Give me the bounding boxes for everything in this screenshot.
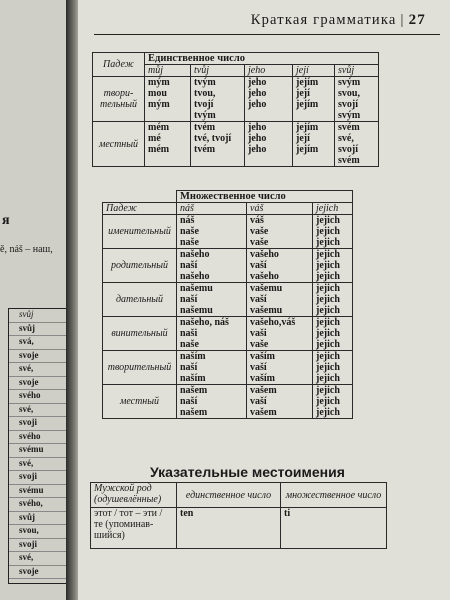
- gender-header: Мужской род (одушевлённые): [91, 483, 177, 508]
- number-header: Множественное число: [177, 191, 353, 203]
- table-row: [93, 77, 379, 122]
- left-page-fragment: [0, 0, 72, 600]
- table-cell: našem naší našem: [177, 385, 247, 419]
- table-cell: vaším vaší vaším: [247, 351, 313, 385]
- case-label: творительный: [103, 351, 177, 385]
- column-header: svůj: [335, 65, 379, 77]
- left-word: svého,: [9, 498, 69, 512]
- left-word: svoje: [9, 377, 69, 391]
- table-cell: váš vaše vaše: [247, 215, 313, 249]
- table-cell: jejím její jejím: [293, 122, 335, 167]
- table-cell: svým svou, svojí svým: [335, 77, 379, 122]
- left-word: svoji: [9, 417, 69, 431]
- left-word: svou,: [9, 525, 69, 539]
- singular-table: [92, 52, 379, 167]
- table-cell: našemu naší našemu: [177, 283, 247, 317]
- table-row: [103, 317, 353, 351]
- table-cell: jejím její jejím: [293, 77, 335, 122]
- case-label: местный: [103, 385, 177, 419]
- table-cell: jeho jeho jeho: [245, 122, 293, 167]
- left-word: svůj: [9, 323, 69, 337]
- left-word: svoji: [9, 471, 69, 485]
- left-word: svá,: [9, 336, 69, 350]
- left-word: své,: [9, 552, 69, 566]
- table-cell: vašem vaší vašem: [247, 385, 313, 419]
- column-header: jeho: [245, 65, 293, 77]
- left-word: svůj: [9, 512, 69, 526]
- table-cell: našeho naší našeho: [177, 249, 247, 283]
- book-page: [78, 0, 450, 600]
- left-word: své,: [9, 404, 69, 418]
- left-word: svoje: [9, 350, 69, 364]
- table-row: [103, 351, 353, 385]
- case-label: местный: [93, 122, 145, 167]
- left-word: svoji: [9, 539, 69, 553]
- table-cell: jejich jejich jejich: [313, 215, 353, 249]
- table-row: [91, 508, 387, 549]
- column-header: můj: [145, 65, 191, 77]
- table-cell: mým mou mým: [145, 77, 191, 122]
- table-cell: tvém tvé, tvojí tvém: [191, 122, 245, 167]
- plural-value: ti: [281, 508, 387, 549]
- column-header: váš: [247, 203, 313, 215]
- demonstratives-table: [90, 482, 387, 549]
- left-text: ě, náš – наш,: [0, 244, 53, 255]
- column-header: jejich: [313, 203, 353, 215]
- table-cell: svém své, svojí svém: [335, 122, 379, 167]
- table-cell: jeho jeho jeho: [245, 77, 293, 122]
- table-row: [93, 122, 379, 167]
- column-header: tvůj: [191, 65, 245, 77]
- case-label: твори-тельный: [93, 77, 145, 122]
- left-word: své,: [9, 458, 69, 472]
- table-cell: náš naše naše: [177, 215, 247, 249]
- left-table-head: svůj: [9, 309, 69, 323]
- header-rule: [94, 34, 440, 35]
- table-cell: jejich jejich jejich: [313, 317, 353, 351]
- case-header: Падеж: [93, 53, 145, 77]
- table-cell: mém mé mém: [145, 122, 191, 167]
- column-header: náš: [177, 203, 247, 215]
- singular-header: единственное число: [177, 483, 281, 508]
- case-label: дательный: [103, 283, 177, 317]
- table-cell: jejich jejich jejich: [313, 385, 353, 419]
- table-cell: vašemu vaší vašemu: [247, 283, 313, 317]
- plural-header: множественное число: [281, 483, 387, 508]
- case-label: именительный: [103, 215, 177, 249]
- left-table: [8, 308, 70, 584]
- plural-table: [102, 190, 353, 419]
- page-number: 27: [408, 12, 426, 28]
- singular-value: ten: [177, 508, 281, 549]
- header-title: Краткая грамматика: [250, 12, 397, 28]
- table-row: [103, 249, 353, 283]
- section-title: Указательные местоимения: [150, 464, 345, 480]
- case-label: родительный: [103, 249, 177, 283]
- left-letter: я: [2, 213, 10, 228]
- table-row: [103, 283, 353, 317]
- column-header: její: [293, 65, 335, 77]
- case-label: винительный: [103, 317, 177, 351]
- table-cell: jejich jejich jejich: [313, 283, 353, 317]
- table-cell: tvým tvou, tvojí tvým: [191, 77, 245, 122]
- number-header: Единственное число: [145, 53, 379, 65]
- table-cell: vašeho,váš vaši vaše: [247, 317, 313, 351]
- table-row: [103, 385, 353, 419]
- table-cell: jejich jejich jejich: [313, 351, 353, 385]
- case-header: Падеж: [103, 203, 177, 215]
- left-word: svého: [9, 431, 69, 445]
- left-word: svého: [9, 390, 69, 404]
- table-row: [103, 215, 353, 249]
- left-word: své,: [9, 363, 69, 377]
- left-word: svoje: [9, 566, 69, 580]
- table-cell: našeho, náš naši naše: [177, 317, 247, 351]
- table-cell: jejich jejich jejich: [313, 249, 353, 283]
- left-word: svému: [9, 444, 69, 458]
- left-word: svému: [9, 485, 69, 499]
- table-cell: naším naší naším: [177, 351, 247, 385]
- row-label: этот / тот – эти / те (упоминав-шийся): [91, 508, 177, 549]
- running-header: Краткая грамматика | 27: [250, 12, 426, 28]
- table-cell: vašeho vaší vašeho: [247, 249, 313, 283]
